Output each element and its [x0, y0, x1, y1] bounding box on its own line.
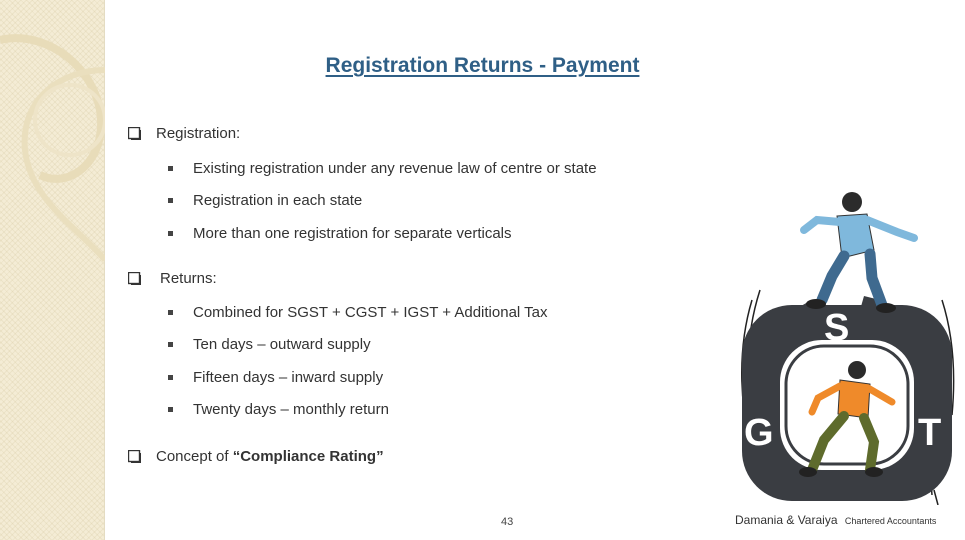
- footer-firm: [735, 513, 936, 527]
- list-item-text: Registration in each state: [193, 192, 363, 209]
- section-returns: [128, 270, 217, 287]
- square-bullet-icon: [168, 310, 173, 315]
- square-bullet-icon: [168, 166, 173, 171]
- checkbox-bullet-icon: [128, 450, 141, 463]
- square-bullet-icon: [168, 375, 173, 380]
- list-item: [168, 401, 389, 418]
- square-bullet-icon: [168, 342, 173, 347]
- slide-title: Registration Returns - Payment: [325, 54, 640, 77]
- list-item-text: Existing registration under any revenue law of centre or state: [193, 160, 597, 177]
- firm-name: Damania & Varaiya: [735, 513, 838, 527]
- concept-emphasis: “Compliance Rating”: [232, 448, 384, 465]
- list-item: [168, 192, 362, 209]
- square-bullet-icon: [168, 407, 173, 412]
- checkbox-bullet-icon: [128, 272, 141, 285]
- concept-prefix: Concept of: [156, 448, 233, 465]
- section-heading: Registration:: [156, 125, 241, 142]
- gst-gear-runners-illustration: [732, 180, 964, 505]
- firm-suffix: Chartered Accountants: [844, 516, 937, 526]
- list-item-text: Twenty days – monthly return: [193, 401, 389, 418]
- square-bullet-icon: [168, 198, 173, 203]
- list-item: [168, 336, 371, 353]
- list-item-text: More than one registration for separate verticals: [193, 225, 512, 242]
- list-item-text: Fifteen days – inward supply: [193, 369, 384, 386]
- list-item-text: Combined for SGST + CGST + IGST + Additional Tax: [193, 304, 548, 321]
- decorative-side-band: [0, 0, 105, 540]
- letter-g: G: [744, 412, 774, 454]
- checkbox-bullet-icon: [128, 127, 141, 140]
- list-item: [168, 304, 548, 321]
- letter-s-top: S: [824, 307, 850, 349]
- page-number: 43: [501, 516, 514, 528]
- list-item: [168, 160, 597, 177]
- list-item: [168, 369, 383, 386]
- section-heading: Returns:: [160, 270, 217, 287]
- top-runner-figure: [804, 192, 914, 313]
- concept-line: [128, 448, 384, 465]
- swirl-decoration-icon: [0, 0, 105, 300]
- list-item: [168, 225, 512, 242]
- square-bullet-icon: [168, 231, 173, 236]
- list-item-text: Ten days – outward supply: [193, 336, 371, 353]
- letter-t: T: [918, 412, 942, 454]
- section-registration: [128, 125, 240, 142]
